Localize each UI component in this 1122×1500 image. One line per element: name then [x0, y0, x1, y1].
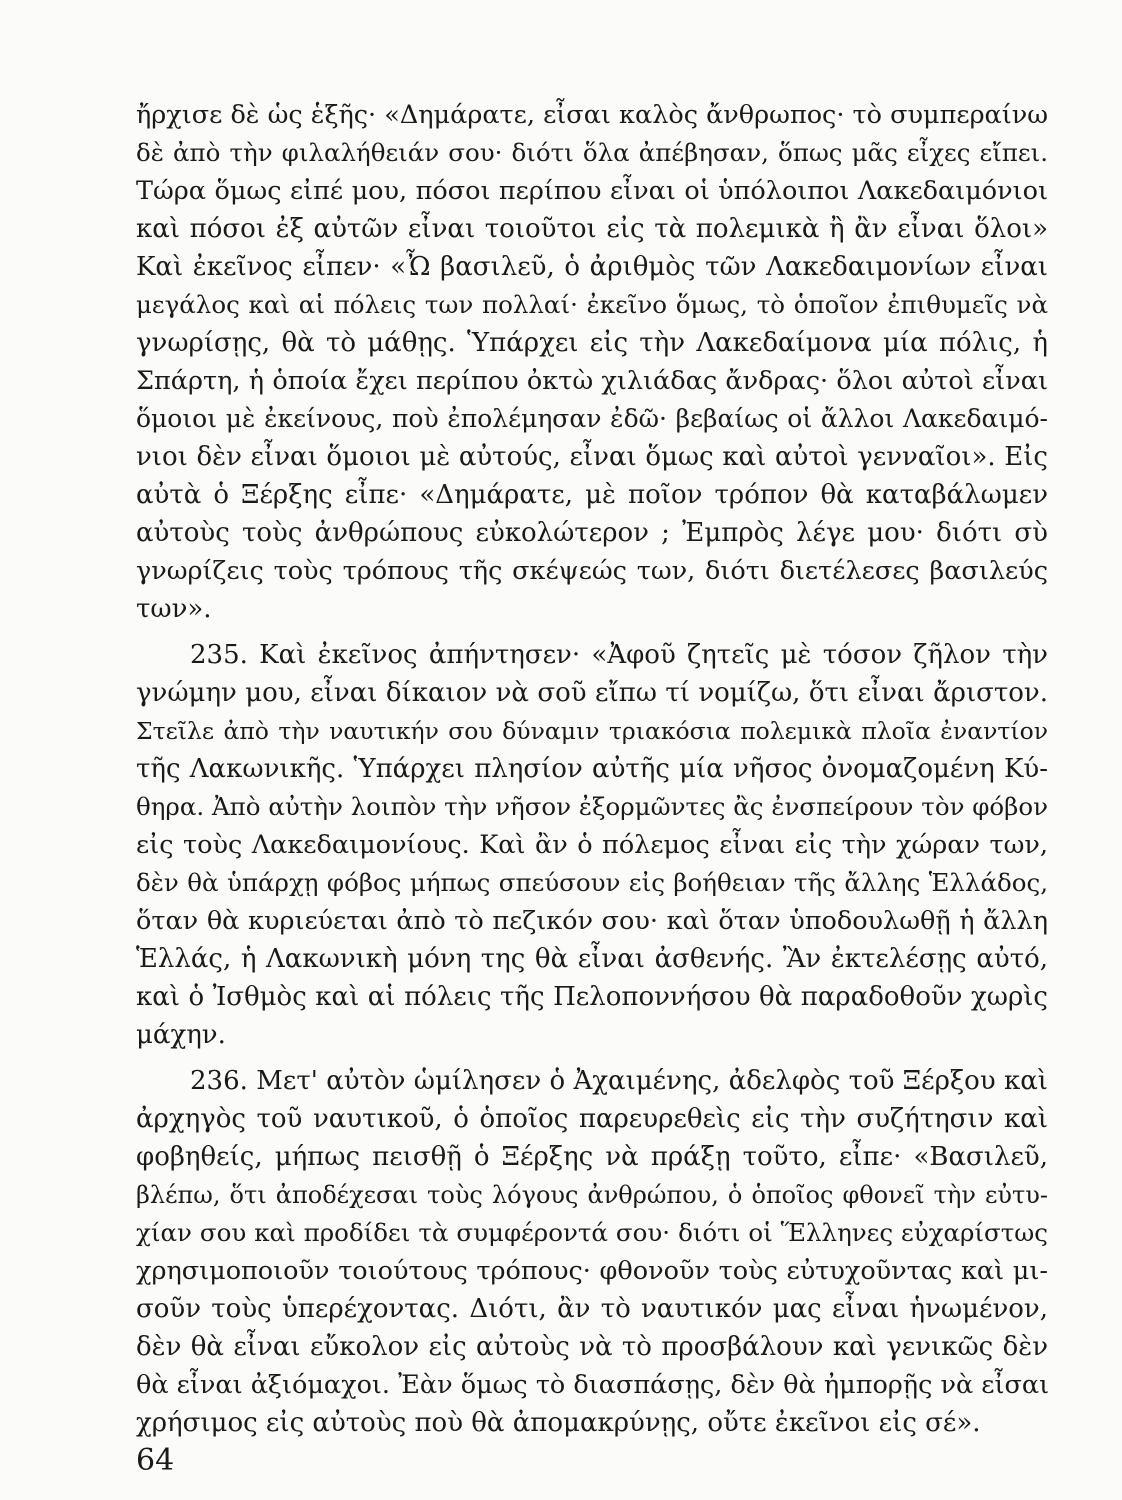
text-line: δὲν θὰ εἶναι εὔκολον εἰς αὐτοὺς νὰ τὸ προσβάλουν καὶ γενικῶς δὲν	[136, 1332, 1048, 1362]
text-line: δὲν θὰ ὑπάρχῃ φόβος μήπως σπεύσουν εἰς βοήθειαν τῆς ἄλλης Ἑλλάδος,	[136, 868, 1048, 897]
text-line: μεγάλος καὶ αἱ πόλεις των πολλαί· ἐκεῖνο ὅμως, τὸ ὁποῖον ἐπιθυμεῖς νὰ	[136, 290, 1048, 319]
text-line: χρήσιμος εἰς αὐτοὺς ποὺ θὰ ἀπομακρύνῃς, οὔτε ἐκεῖνοι εἰς σέ».	[136, 1408, 981, 1438]
text-line: χρησιμοποιοῦν τοιούτους τρόπους· φθονοῦν τοὺς εὐτυχοῦντας καὶ μι-	[136, 1256, 1048, 1286]
text-line: μάχην.	[136, 1020, 226, 1050]
text-line: ἀρχηγὸς τοῦ ναυτικοῦ, ὁ ὁποῖος παρευρεθεὶς εἰς τὴν συζήτησιν καὶ	[136, 1104, 1048, 1134]
page-number: 64	[136, 1443, 175, 1478]
text-line: τῆς Λακωνικῆς. Ὑπάρχει πλησίον αὐτῆς μία νῆσος ὀνομαζομένη Κύ-	[136, 754, 1048, 784]
text-line: καὶ πόσοι ἐξ αὐτῶν εἶναι τοιοῦτοι εἰς τὰ πολεμικὰ ἢ ἂν εἶναι ὅλοι»	[136, 214, 1048, 244]
text-line: θηρα. Ἀπὸ αὐτὴν λοιπὸν τὴν νῆσον ἐξορμῶντες ἂς ἐνσπείρουν τὸν φόβον	[136, 792, 1048, 821]
text-line: Στεῖλε ἀπὸ τὴν ναυτικήν σου δύναμιν τριακόσια πολεμικὰ πλοῖα ἐναντίον	[136, 717, 1048, 745]
text-line: Ἑλλάς, ἡ Λακωνικὴ μόνη της θὰ εἶναι ἀσθενής. Ἂν ἐκτελέσῃς αὐτό,	[136, 944, 1048, 974]
paragraph-236-start: 236. Μετ' αὐτὸν ὡμίλησεν ὁ Ἀχαιμένης, ἀδελφὸς τοῦ Ξέρξου καὶ	[190, 1066, 1048, 1096]
text-line: Σπάρτη, ἡ ὁποία ἔχει περίπου ὀκτὼ χιλιάδας ἄνδρας· ὅλοι αὐτοὶ εἶναι	[136, 366, 1048, 396]
text-line: δὲ ἀπὸ τὴν φιλαλήθειάν σου· διότι ὅλα ἀπέβησαν, ὅπως μᾶς εἶχες εἴπει.	[136, 138, 1048, 167]
text-line: Καὶ ἐκεῖνος εἶπεν· «Ὦ βασιλεῦ, ὁ ἀριθμὸς τῶν Λακεδαιμονίων εἶναι	[136, 252, 1048, 282]
text-line: γνώμην μου, εἶναι δίκαιον νὰ σοῦ εἴπω τί νομίζω, ὅτι εἶναι ἄριστον.	[136, 678, 1048, 708]
text-line: των».	[136, 594, 212, 624]
text-line: ὅμοιοι μὲ ἐκείνους, ποὺ ἐπολέμησαν ἐδῶ· βεβαίως οἱ ἄλλοι Λακεδαιμό-	[136, 404, 1048, 433]
text-line: χίαν σου καὶ προδίδει τὰ συμφέροντά σου· διότι οἱ Ἕλληνες εὐχαρίστως	[136, 1218, 1048, 1247]
text-line: αὐτὰ ὁ Ξέρξης εἶπε· «Δημάρατε, μὲ ποῖον τρόπον θὰ καταβάλωμεν	[136, 480, 1048, 510]
text-line: καὶ ὁ Ἰσθμὸς καὶ αἱ πόλεις τῆς Πελοποννήσου θὰ παραδοθοῦν χωρὶς	[136, 982, 1048, 1012]
text-line: γνωρίσῃς, θὰ τὸ μάθῃς. Ὑπάρχει εἰς τὴν Λακεδαίμονα μία πόλις, ἡ	[136, 328, 1048, 358]
text-line: ἤρχισε δὲ ὡς ἑξῆς· «Δημάρατε, εἶσαι καλὸς ἄνθρωπος· τὸ συμπεραίνω	[136, 100, 1049, 130]
text-line: Τώρα ὅμως εἰπέ μου, πόσοι περίπου εἶναι οἱ ὑπόλοιποι Λακεδαιμόνιοι	[136, 176, 1048, 206]
text-line: εἰς τοὺς Λακεδαιμονίους. Καὶ ἂν ὁ πόλεμος εἶναι εἰς τὴν χώραν των,	[136, 830, 1048, 860]
text-line: νιοι δὲν εἶναι ὅμοιοι μὲ αὐτούς, εἶναι ὅμως καὶ αὐτοὶ γενναῖοι». Εἰς	[136, 442, 1048, 472]
text-line: φοβηθείς, μήπως πεισθῇ ὁ Ξέρξης νὰ πράξῃ τοῦτο, εἶπε· «Βασιλεῦ,	[136, 1142, 1048, 1172]
paragraph-235-start: 235. Καὶ ἐκεῖνος ἀπήντησεν· «Ἀφοῦ ζητεῖς μὲ τόσον ζῆλον τὴν	[190, 640, 1048, 670]
text-line: βλέπω, ὅτι ἀποδέχεσαι τοὺς λόγους ἀνθρώπου, ὁ ὁποῖος φθονεῖ τὴν εὐτυ-	[136, 1181, 1048, 1209]
text-line: αὐτοὺς τοὺς ἀνθρώπους εὐκολώτερον ; Ἐμπρὸς λέγε μου· διότι σὺ	[136, 518, 1048, 548]
text-line: θὰ εἶναι ἀξιόμαχοι. Ἐὰν ὅμως τὸ διασπάσῃς, δὲν θὰ ἠμπορῇς νὰ εἶσαι	[136, 1370, 1050, 1400]
text-line: ὅταν θὰ κυριεύεται ἀπὸ τὸ πεζικόν σου· καὶ ὅταν ὑποδουλωθῇ ἡ ἄλλη	[136, 906, 1048, 936]
text-line: γνωρίζεις τοὺς τρόπους τῆς σκέψεώς των, διότι διετέλεσες βασιλεύς	[136, 556, 1048, 586]
text-line: σοῦν τοὺς ὑπερέχοντας. Διότι, ἂν τὸ ναυτικόν μας εἶναι ἡνωμένον,	[136, 1294, 1048, 1324]
